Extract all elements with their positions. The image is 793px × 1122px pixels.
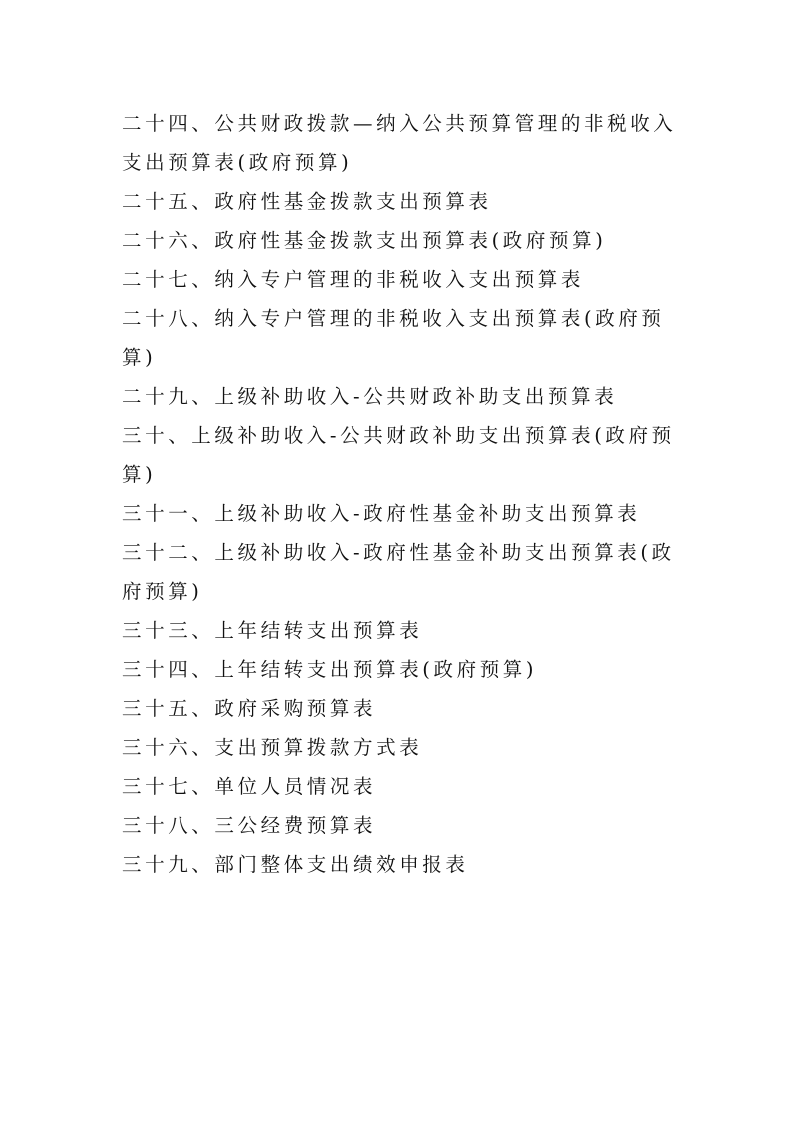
toc-item: 三十七、单位人员情况表	[122, 775, 377, 798]
toc-item: 三十二、上级补助收入-政府性基金补助支出预算表(政府预算)	[122, 541, 675, 603]
toc-item: 二十八、纳入专户管理的非税收入支出预算表(政府预算)	[122, 307, 665, 369]
toc-item: 三十九、部门整体支出绩效申报表	[122, 853, 469, 876]
toc-item: 三十四、上年结转支出预算表(政府预算)	[122, 658, 538, 681]
toc-item: 三十五、政府采购预算表	[122, 697, 377, 720]
toc-item: 二十七、纳入专户管理的非税收入支出预算表	[122, 268, 585, 291]
toc-item: 二十九、上级补助收入-公共财政补助支出预算表	[122, 385, 618, 408]
toc-item: 二十四、公共财政拨款—纳入公共预算管理的非税收入支出预算表(政府预算)	[122, 112, 677, 174]
toc-item: 三十六、支出预算拨款方式表	[122, 736, 423, 759]
toc-item: 二十五、政府性基金拨款支出预算表	[122, 190, 492, 213]
toc-item: 二十六、政府性基金拨款支出预算表(政府预算)	[122, 229, 607, 252]
toc-item: 三十一、上级补助收入-政府性基金补助支出预算表	[122, 502, 641, 525]
table-of-contents	[122, 104, 682, 884]
toc-item: 三十、上级补助收入-公共财政补助支出预算表(政府预算)	[122, 424, 675, 486]
toc-item: 三十三、上年结转支出预算表	[122, 619, 423, 642]
toc-item: 三十八、三公经费预算表	[122, 814, 377, 837]
